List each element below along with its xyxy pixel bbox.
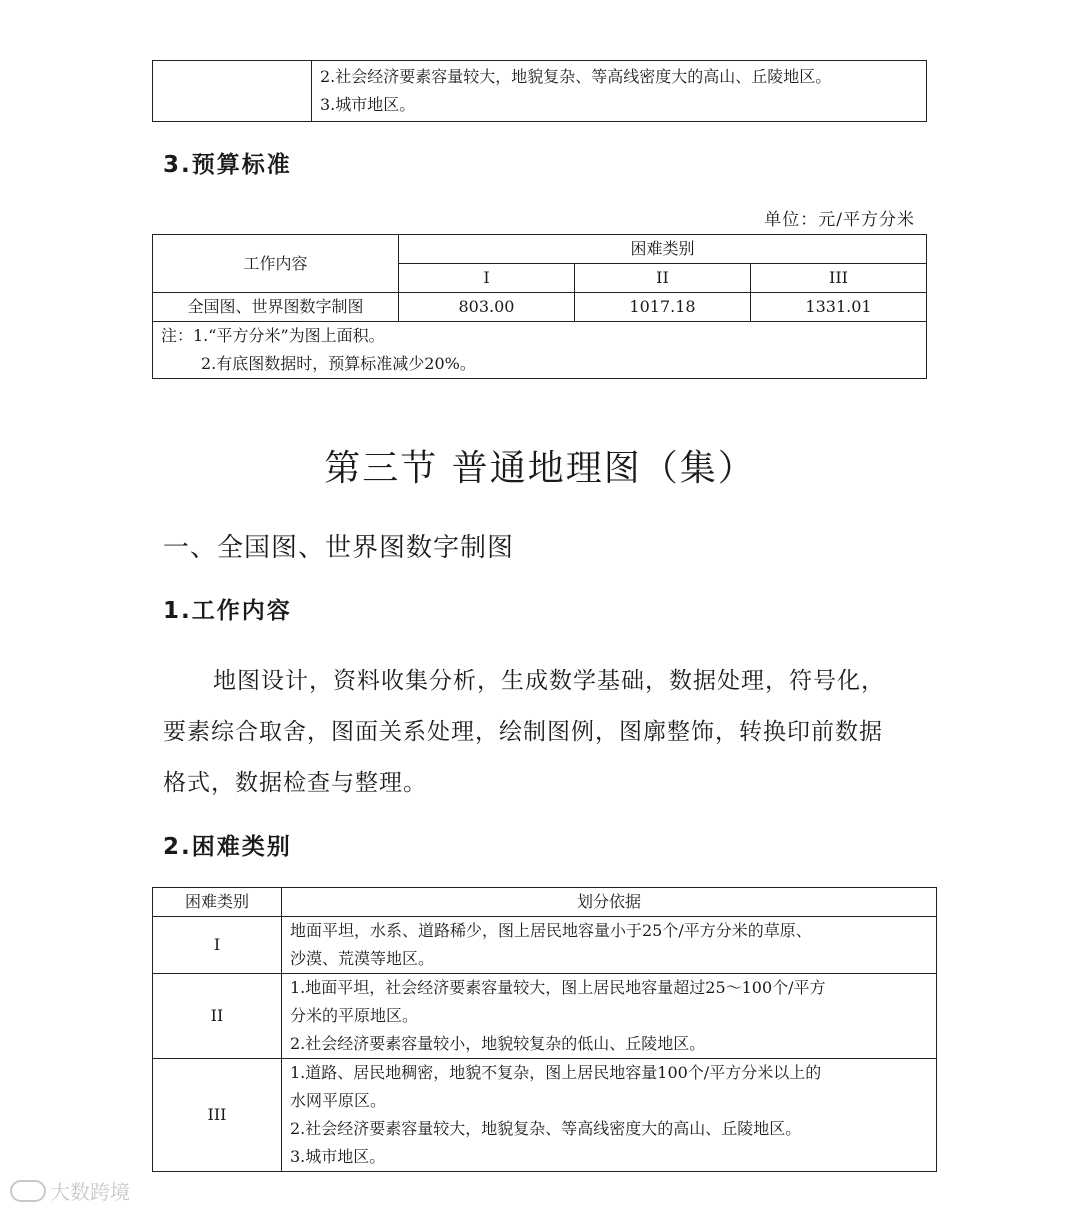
class-cell: I xyxy=(153,917,282,974)
basis-line: 1.道路、居民地稠密，地貌不复杂，图上居民地容量100个/平方分米以上的 xyxy=(290,1063,822,1082)
header-difficulty: 困难类别 xyxy=(399,235,927,264)
header-work-content: 工作内容 xyxy=(153,235,399,293)
class-header: II xyxy=(575,264,751,293)
paragraph-line: 地图设计，资料收集分析，生成数学基础，数据处理，符号化， xyxy=(213,668,885,694)
basis-line: 2.社会经济要素容量较大，地貌复杂、等高线密度大的高山、丘陵地区。 xyxy=(290,1119,802,1138)
header-basis: 划分依据 xyxy=(282,888,937,917)
work-content-heading: 1.工作内容 xyxy=(163,598,292,624)
class-cell: II xyxy=(153,974,282,1059)
value-cell: 1017.18 xyxy=(575,293,751,322)
basis-line: 地面平坦，水系、道路稀少，图上居民地容量小于25个/平方分米的草原、 xyxy=(290,921,812,940)
basis-line: 3.城市地区。 xyxy=(290,1147,386,1166)
paragraph-line: 要素综合取舍，图面关系处理，绘制图例，图廓整饰，转换印前数据 xyxy=(163,719,883,745)
class-cell: III xyxy=(153,1059,282,1172)
unit-label: 单位：元/平方分米 xyxy=(764,210,915,230)
notes-cell xyxy=(153,322,927,379)
budget-table xyxy=(152,234,927,379)
basis-cell xyxy=(282,974,937,1059)
note-line: 注：1.“平方分米”为图上面积。 xyxy=(161,326,385,345)
class-header: I xyxy=(399,264,575,293)
basis-cell xyxy=(282,1059,937,1172)
sub-heading: 一、全国图、世界图数字制图 xyxy=(163,533,515,563)
logo-icon xyxy=(10,1180,46,1202)
note-line: 2.有底图数据时，预算标准减少20%。 xyxy=(201,354,476,373)
class-header: III xyxy=(751,264,927,293)
basis-line: 2.社会经济要素容量较大，地貌复杂、等高线密度大的高山、丘陵地区。 xyxy=(320,67,832,86)
basis-line: 沙漠、荒漠等地区。 xyxy=(290,949,435,968)
watermark-text: 大数跨境 xyxy=(50,1180,130,1204)
top-continuation-table xyxy=(152,60,927,122)
watermark xyxy=(10,1176,130,1205)
row-label: 全国图、世界图数字制图 xyxy=(153,293,399,322)
empty-class-cell xyxy=(153,61,312,122)
basis-cell xyxy=(312,61,927,122)
work-content-paragraph xyxy=(163,656,943,809)
budget-heading: 3.预算标准 xyxy=(163,152,292,178)
basis-line: 2.社会经济要素容量较小，地貌较复杂的低山、丘陵地区。 xyxy=(290,1034,706,1053)
header-class: 困难类别 xyxy=(153,888,282,917)
chapter-title: 第三节 普通地理图（集） xyxy=(324,448,756,489)
basis-cell xyxy=(282,917,937,974)
value-cell: 803.00 xyxy=(399,293,575,322)
basis-line: 3.城市地区。 xyxy=(320,95,416,114)
basis-line: 水网平原区。 xyxy=(290,1091,387,1110)
difficulty-heading: 2.困难类别 xyxy=(163,834,292,860)
value-cell: 1331.01 xyxy=(751,293,927,322)
difficulty-table xyxy=(152,887,937,1172)
basis-line: 1.地面平坦，社会经济要素容量较大，图上居民地容量超过25～100个/平方 xyxy=(290,978,826,997)
basis-line: 分米的平原地区。 xyxy=(290,1006,419,1025)
paragraph-line: 格式，数据检查与整理。 xyxy=(163,770,427,796)
